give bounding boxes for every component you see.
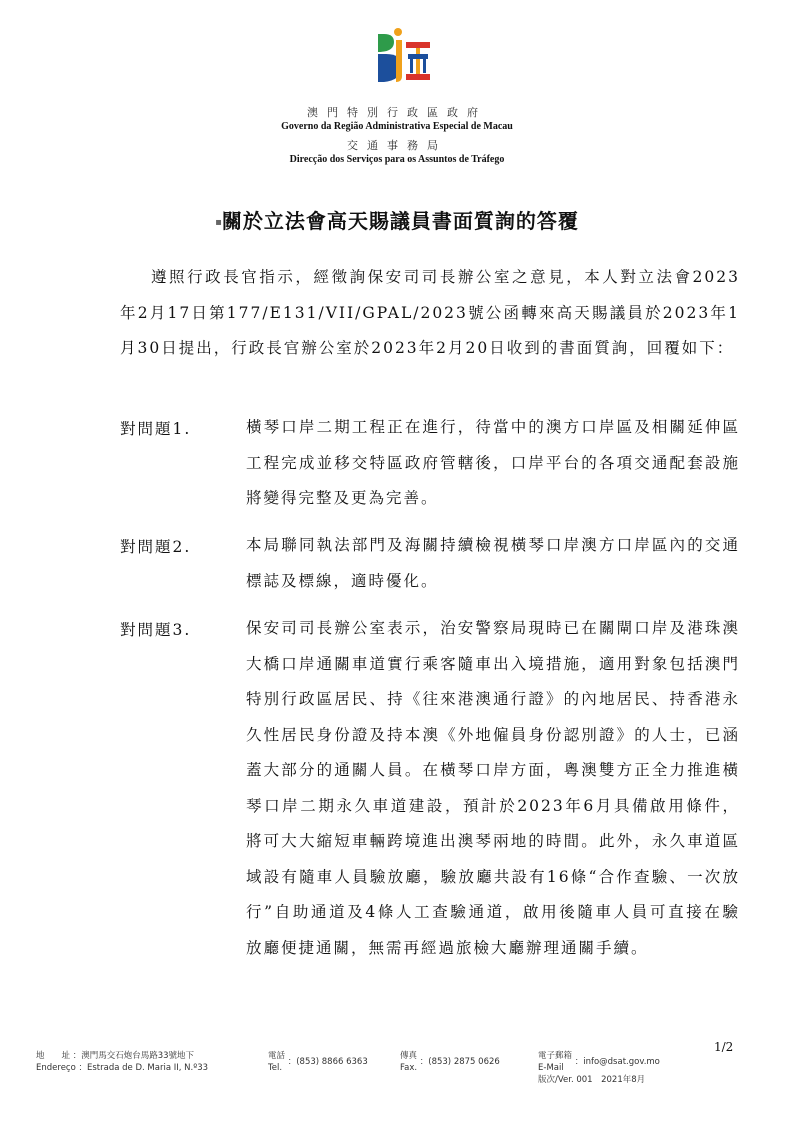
document-title [0, 205, 794, 234]
tel-number: ：(853) 8866 6363 [287, 1057, 368, 1067]
answer-text: 橫琴口岸二期工程正在進行，待當中的澳方口岸區及相關延伸區工程完成並移交特區政府管轄後，口岸平台的各項交通配套設施將變得完整及更為完善。 [246, 418, 740, 507]
intro-paragraph [120, 260, 740, 367]
tel-label-en: Tel. [268, 1063, 283, 1073]
footer-tel [268, 1050, 368, 1074]
government-name-pt: Governo da Região Administrativa Especial de Macau [281, 121, 513, 132]
title-text: 關於立法會高天賜議員書面質詢的答覆 [221, 209, 579, 233]
address-pt: ：Estrada de D. Maria II, N.º33 [78, 1063, 209, 1073]
address-label-zh: 地 址 [36, 1051, 71, 1061]
question-label: 對問題3. [120, 621, 192, 639]
question-label: 對問題1. [120, 420, 192, 438]
email-address: ：info@dsat.gov.mo [574, 1057, 660, 1067]
intro-text: 遵照行政長官指示，經徵詢保安司司長辦公室之意見，本人對立法會2023年2月17日第177/E131/VII/GPAL/2023號公函轉來高天賜議員於2023年1月30日提出，行政長官辦公室於2023年2月20日收到的書面質詢，回覆如下： [120, 268, 740, 357]
footer-email [538, 1050, 660, 1086]
address-label-pt: Endereço [36, 1063, 76, 1073]
answer-text: 本局聯同執法部門及海關持續檢視橫琴口岸澳方口岸區內的交通標誌及標線，適時優化。 [246, 536, 740, 590]
document-version: 版次/Ver. 001 2021年8月 [538, 1075, 646, 1085]
email-label-en: E-Mail [538, 1063, 564, 1073]
footer-fax [400, 1050, 500, 1074]
answer-text: 保安司司長辦公室表示，治安警察局現時已在關閘口岸及港珠澳大橋口岸通關車道實行乘客隨車出入境措施，適用對象包括澳門特別行政區居民、持《往來港澳通行證》的內地居民、持香港永久性居民身份證及持本澳《外地僱員身份認別證》的人士，已涵蓋大部分的通關人員。在橫琴口岸方面，粵澳雙方正全力推進橫琴口岸二期永久車道建設，預計於2023年6月具備啟用條件，將可大大縮短車輛跨境進出澳琴兩地的時間。此外，永久車道區域設有隨車人員驗放廳，驗放廳共設有16條“合作查驗、一次放行”自助通道及4條人工查驗通道，啟用後隨車人員可直接在驗放廳便捷通關，無需再經過旅檢大廳辦理通關手續。 [246, 619, 740, 957]
fax-label-zh: 傳真 [400, 1051, 418, 1061]
title-marker: ▪ [215, 217, 222, 228]
page-number: 1/2 [714, 1040, 734, 1054]
question-label: 對問題2. [120, 538, 192, 556]
department-name-zh: 交通事務局 [347, 139, 447, 152]
fax-number: ：(853) 2875 0626 [419, 1057, 500, 1067]
fax-label-en: Fax. [400, 1063, 418, 1073]
department-name-pt: Direcção dos Serviços para os Assuntos de Tráfego [289, 154, 505, 165]
tel-label-zh: 電話 [268, 1051, 286, 1061]
footer-address [36, 1050, 208, 1074]
government-name-zh: 澳門特別行政區政府 [307, 106, 487, 119]
email-label-zh: 電子郵箱 [538, 1051, 573, 1061]
dsat-logo [372, 24, 434, 86]
address-zh: ：澳門馬交石炮台馬路33號地下 [72, 1051, 195, 1061]
